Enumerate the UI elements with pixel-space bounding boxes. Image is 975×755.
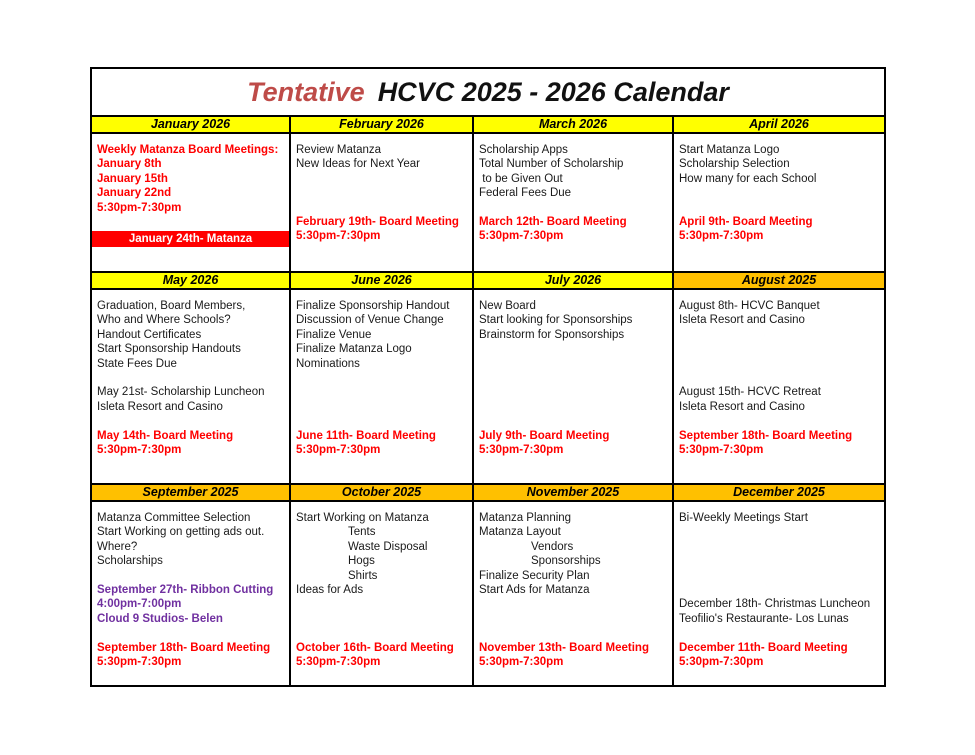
calendar-line: Federal Fees Due	[479, 187, 572, 200]
calendar-line	[474, 597, 672, 611]
month-cell-july-2026	[474, 290, 674, 485]
calendar-line: 5:30pm-7:30pm	[97, 656, 182, 669]
calendar-line	[291, 201, 472, 215]
calendar-line: How many for each School	[679, 172, 817, 185]
calendar-line: Isleta Resort and Casino	[679, 314, 805, 327]
calendar-line: Matanza Committee Selection	[97, 512, 251, 524]
calendar-line	[674, 342, 884, 356]
calendar-line: 5:30pm-7:30pm	[296, 656, 381, 669]
calendar-line: Cloud 9 Studios- Belen	[97, 612, 223, 625]
calendar-line: December 11th- Board Meeting	[679, 641, 848, 654]
calendar-line	[291, 597, 472, 611]
calendar-line: Waste Disposal	[348, 540, 428, 553]
calendar-line: Finalize Security Plan	[479, 569, 590, 582]
calendar-line: Start Working on Matanza	[296, 512, 429, 524]
calendar-line	[674, 569, 884, 583]
calendar-line: 5:30pm-7:30pm	[296, 444, 381, 456]
calendar-line	[92, 414, 289, 428]
calendar-line: to be Given Out	[479, 172, 563, 185]
calendar-line	[474, 400, 672, 414]
calendar-line: 5:30pm-7:30pm	[679, 655, 764, 668]
calendar-line: Isleta Resort and Casino	[97, 400, 223, 413]
calendar-line: Finalize Venue	[296, 328, 372, 341]
calendar-line: 5:30pm-7:30pm	[97, 201, 182, 214]
calendar-line: January 15th	[97, 172, 168, 185]
calendar-line: Scholarship Apps	[479, 144, 568, 156]
calendar-line	[674, 371, 884, 385]
calendar-line: Vendors	[531, 540, 574, 553]
calendar-line: May 21st- Scholarship Luncheon	[97, 386, 265, 399]
calendar-line	[92, 626, 289, 640]
calendar-line: Sponsorships	[531, 555, 601, 568]
month-header-march-2026: March 2026	[474, 117, 674, 134]
calendar-line	[291, 612, 472, 626]
calendar-line: August 15th- HCVC Retreat	[679, 386, 821, 399]
month-header-july-2026: July 2026	[474, 273, 674, 290]
calendar-line	[474, 626, 672, 640]
month-header-november-2025: November 2025	[474, 485, 674, 502]
calendar-line: Handout Certificates	[97, 328, 202, 341]
calendar-line: Discussion of Venue Change	[296, 314, 444, 327]
calendar-line	[474, 342, 672, 356]
month-cell-august-2025	[674, 290, 884, 485]
month-cell-january-2026	[92, 134, 291, 273]
calendar-line	[674, 328, 884, 342]
calendar-line: September 18th- Board Meeting	[679, 429, 853, 442]
month-cell-february-2026	[291, 134, 474, 273]
calendar-line: Bi-Weekly Meetings Start	[679, 512, 808, 524]
calendar-line: 5:30pm-7:30pm	[479, 656, 564, 669]
month-cell-december-2025	[674, 502, 884, 685]
calendar-line: May 14th- Board Meeting	[97, 429, 234, 442]
calendar-line: November 13th- Board Meeting	[479, 641, 649, 654]
calendar-line: Review Matanza	[296, 144, 382, 156]
month-header-may-2026: May 2026	[92, 273, 291, 290]
calendar-line: July 9th- Board Meeting	[479, 429, 610, 442]
month-header-august-2025: August 2025	[674, 273, 884, 290]
calendar-line	[474, 414, 672, 428]
calendar-line: Start Sponsorship Handouts	[97, 343, 241, 356]
calendar-line: 5:30pm-7:30pm	[479, 230, 564, 243]
calendar-line: April 9th- Board Meeting	[679, 216, 813, 228]
calendar-line: Where?	[97, 540, 138, 553]
month-cell-may-2026	[92, 290, 291, 485]
calendar-line: January 22nd	[97, 187, 172, 200]
calendar-line: Ideas for Ads	[296, 584, 364, 597]
calendar-line: 5:30pm-7:30pm	[479, 443, 564, 456]
calendar-line: Finalize Matanza Logo	[296, 343, 412, 356]
calendar-line: Matanza Layout	[479, 526, 561, 539]
month-header-february-2026: February 2026	[291, 117, 474, 134]
calendar-line	[674, 626, 884, 640]
calendar-line: Brainstorm for Sponsorships	[479, 328, 625, 341]
calendar-line	[291, 400, 472, 414]
calendar-line: December 18th- Christmas Luncheon	[679, 598, 871, 611]
month-header-april-2026: April 2026	[674, 117, 884, 134]
calendar-line: Start Matanza Logo	[679, 144, 780, 156]
page-title	[92, 69, 884, 117]
event-banner-january-2026: January 24th- Matanza	[92, 231, 289, 247]
calendar-line	[674, 554, 884, 568]
calendar-line: Shirts	[348, 569, 378, 582]
calendar-line	[674, 414, 884, 428]
calendar-line	[291, 626, 472, 640]
calendar-line	[291, 385, 472, 399]
calendar-line	[474, 385, 672, 399]
calendar-line: Start Ads for Matanza	[479, 584, 590, 597]
calendar-line: Start Working on getting ads out.	[97, 526, 265, 539]
calendar-line: 5:30pm-7:30pm	[679, 443, 764, 456]
month-content-row	[92, 502, 884, 685]
calendar-line: Hogs	[348, 555, 375, 568]
calendar-line: Nominations	[296, 357, 360, 370]
calendar-line	[92, 569, 289, 583]
calendar-line: August 8th- HCVC Banquet	[679, 300, 820, 312]
calendar-line	[474, 201, 672, 215]
calendar-line: Teofilio's Restaurante- Los Lunas	[679, 612, 849, 625]
calendar-line: Scholarships	[97, 555, 163, 568]
month-cell-april-2026	[674, 134, 884, 273]
calendar-line: September 27th- Ribbon Cutting	[97, 584, 274, 597]
calendar-line: Who and Where Schools?	[97, 314, 231, 327]
calendar-line: New Board	[479, 300, 536, 312]
calendar-line: New Ideas for Next Year	[296, 158, 421, 171]
calendar-line: January 8th	[97, 158, 162, 171]
calendar-line	[674, 525, 884, 539]
calendar-line	[92, 215, 289, 229]
calendar-line	[291, 414, 472, 428]
calendar-line	[474, 371, 672, 385]
calendar-line: March 12th- Board Meeting	[479, 216, 627, 229]
month-header-december-2025: December 2025	[674, 485, 884, 502]
calendar-line	[674, 357, 884, 371]
month-cell-march-2026	[474, 134, 674, 273]
calendar-line: 5:30pm-7:30pm	[679, 230, 764, 243]
month-header-june-2026: June 2026	[291, 273, 474, 290]
calendar-body	[92, 117, 884, 685]
calendar-line	[474, 357, 672, 371]
month-cell-september-2025	[92, 502, 291, 685]
calendar-line: February 19th- Board Meeting	[296, 215, 459, 228]
month-content-row	[92, 134, 884, 273]
month-header-row	[92, 117, 884, 134]
month-cell-november-2025	[474, 502, 674, 685]
calendar-line	[674, 186, 884, 200]
month-content-row	[92, 290, 884, 485]
calendar-line: Isleta Resort and Casino	[679, 400, 805, 413]
title-main-label: HCVC 2025 - 2026 Calendar	[377, 76, 729, 107]
calendar-line: September 18th- Board Meeting	[97, 641, 271, 654]
calendar-line: State Fees Due	[97, 357, 177, 370]
calendar-line: Finalize Sponsorship Handout	[296, 300, 450, 312]
month-header-row	[92, 273, 884, 290]
calendar-line: Total Number of Scholarship	[479, 158, 624, 171]
calendar-line	[291, 371, 472, 385]
calendar-line: Matanza Planning	[479, 512, 572, 524]
calendar-table	[90, 67, 886, 687]
calendar-line	[674, 540, 884, 554]
calendar-line: Weekly Matanza Board Meetings:	[97, 144, 279, 156]
title-tentative-label: Tentative	[247, 76, 365, 107]
calendar-line: October 16th- Board Meeting	[296, 641, 454, 654]
calendar-line	[291, 186, 472, 200]
month-header-row	[92, 485, 884, 502]
month-header-october-2025: October 2025	[291, 485, 474, 502]
month-cell-october-2025	[291, 502, 474, 685]
calendar-line: 5:30pm-7:30pm	[97, 444, 182, 457]
calendar-line	[291, 172, 472, 186]
month-header-january-2026: January 2026	[92, 117, 291, 134]
calendar-line	[674, 583, 884, 597]
calendar-line: Scholarship Selection	[679, 158, 790, 171]
calendar-line: Graduation, Board Members,	[97, 300, 246, 312]
calendar-line: Start looking for Sponsorships	[479, 314, 633, 327]
month-cell-june-2026	[291, 290, 474, 485]
calendar-line	[92, 371, 289, 385]
calendar-line: 4:00pm-7:00pm	[97, 598, 182, 611]
month-header-september-2025: September 2025	[92, 485, 291, 502]
calendar-line: Tents	[348, 526, 376, 539]
calendar-line: June 11th- Board Meeting	[296, 429, 436, 442]
calendar-line: 5:30pm-7:30pm	[296, 230, 381, 243]
calendar-line	[474, 612, 672, 626]
calendar-line	[674, 201, 884, 215]
